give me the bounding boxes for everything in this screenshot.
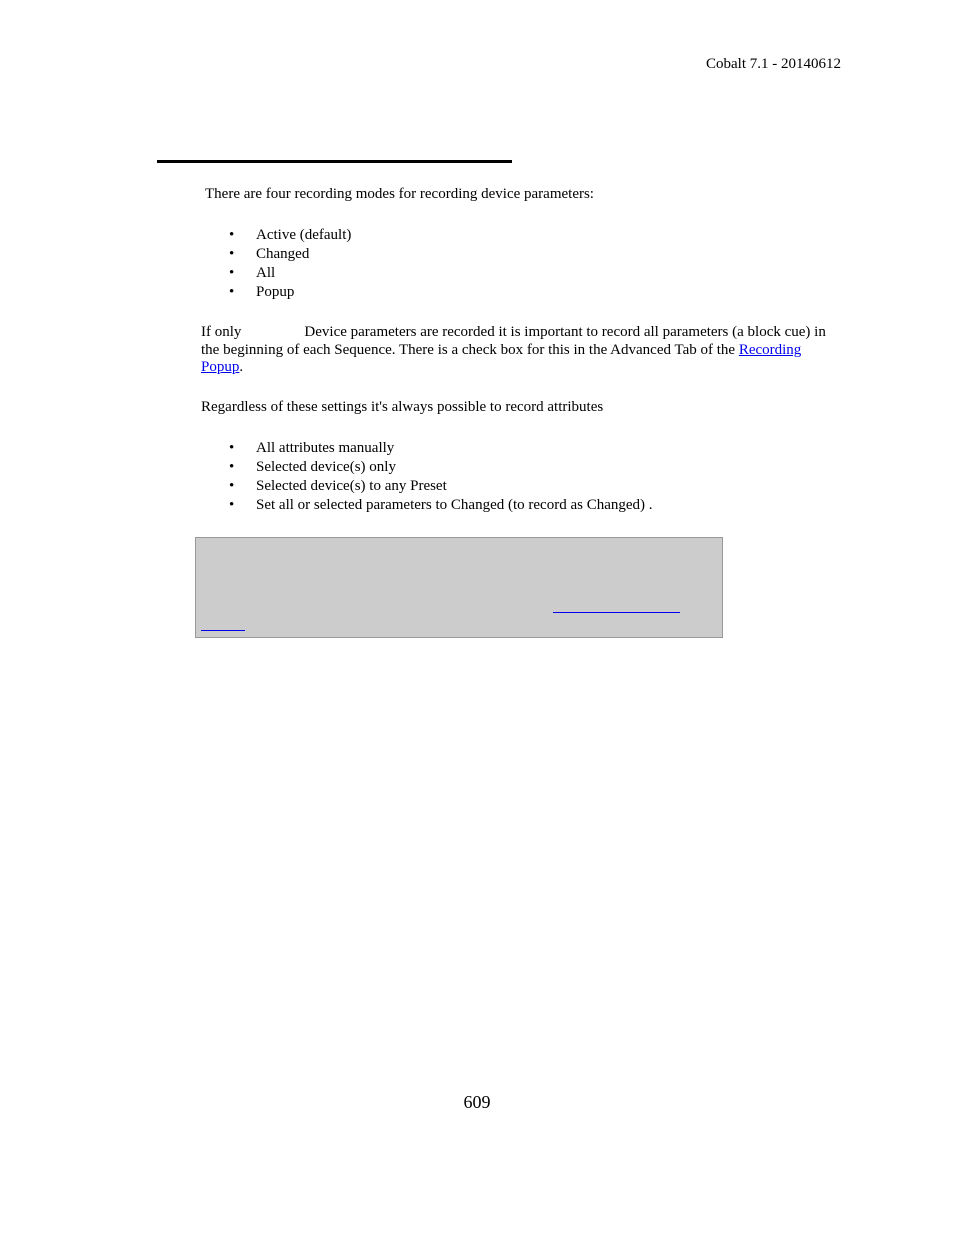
bullet-icon: • xyxy=(229,440,235,456)
list-item-label: All xyxy=(256,265,276,281)
intro-paragraph: There are four recording modes for recording device parameters: xyxy=(205,186,594,202)
list-item xyxy=(200,496,653,515)
list-item-label: Active (default) xyxy=(256,227,352,243)
bullet-icon: • xyxy=(229,265,235,281)
section-heading-rule xyxy=(157,160,512,163)
list-item xyxy=(200,245,351,264)
list-item-label: Selected device(s) only xyxy=(256,459,396,475)
list-item-label: Set all or selected parameters to Changed (to record as Changed) . xyxy=(256,497,653,513)
paragraph-text-end: . xyxy=(239,359,244,375)
record-options-list xyxy=(200,439,653,515)
paragraph-text-body: Device parameters are recorded it is important to record all parameters (a block cue) in the beginning of each Sequence. There is a check box for this in the Advanced Tab of the xyxy=(201,324,826,358)
note-box xyxy=(195,537,723,638)
bullet-icon: • xyxy=(229,227,235,243)
paragraph-text-start: If only xyxy=(201,324,242,340)
document-header-version: Cobalt 7.1 - 20140612 xyxy=(706,56,841,72)
bullet-icon: • xyxy=(229,459,235,475)
bullet-icon: • xyxy=(229,246,235,262)
list-item xyxy=(200,477,653,496)
list-item-label: Selected device(s) to any Preset xyxy=(256,478,447,494)
note-link-underline[interactable] xyxy=(553,612,680,613)
page-number: 609 xyxy=(463,1092,491,1112)
list-item xyxy=(200,226,351,245)
block-cue-paragraph xyxy=(201,324,841,377)
list-item xyxy=(200,264,351,283)
list-item-label: All attributes manually xyxy=(256,440,395,456)
bullet-icon: • xyxy=(229,478,235,494)
recording-popup-link[interactable]: Recording Popup xyxy=(201,341,802,375)
bullet-icon: • xyxy=(229,497,235,513)
list-item xyxy=(200,458,653,477)
recording-modes-list xyxy=(200,226,351,302)
list-item xyxy=(200,283,351,302)
note-link-underline[interactable] xyxy=(201,630,245,631)
record-attributes-paragraph: Regardless of these settings it's always possible to record attributes xyxy=(201,399,604,415)
list-item-label: Changed xyxy=(256,246,310,262)
bullet-icon: • xyxy=(229,284,235,300)
list-item xyxy=(200,439,653,458)
list-item-label: Popup xyxy=(256,284,295,300)
